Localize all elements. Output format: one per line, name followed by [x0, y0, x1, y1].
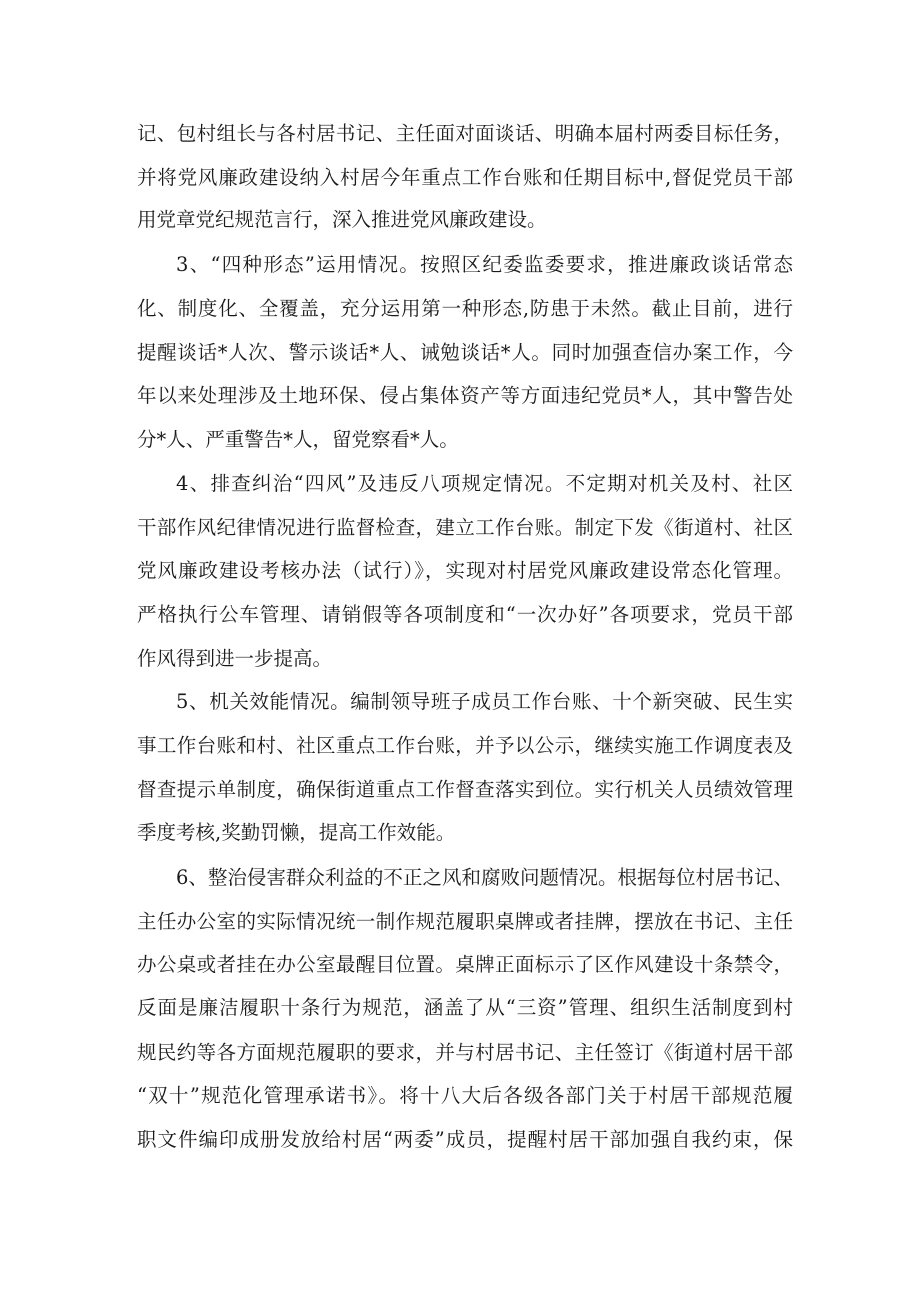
text-line: 化、制度化、全覆盖，充分运用第一种形态,防患于未然。截止目前，进行: [137, 297, 793, 320]
paragraph-heading-line: 6、整治侵害群众利益的不正之风和腐败问题情况。根据每位村居书记、: [176, 866, 793, 889]
text-line: 规民约等各方面规范履职的要求，并与村居书记、主任签订《街道村居干部: [137, 1041, 793, 1064]
text-line: 记、包村组长与各村居书记、主任面对面谈话、明确本届村两委目标任务，: [137, 122, 793, 145]
text-line: 职文件编印成册发放给村居“两委”成员，提醒村居干部加强自我约束，保: [137, 1128, 793, 1151]
text-line: 提醒谈话*人次、警示谈话*人、诫勉谈话*人。同时加强查信办案工作，今: [137, 341, 793, 364]
paragraph-heading-line: 4、排查纠治“四风”及违反八项规定情况。不定期对机关及村、社区: [176, 472, 793, 495]
text-line: 干部作风纪律情况进行监督检查，建立工作台账。制定下发《街道村、社区: [137, 516, 793, 539]
text-line: 办公桌或者挂在办公室最醒目位置。桌牌正面标示了区作风建设十条禁令，: [137, 953, 793, 976]
text-line: 反面是廉洁履职十条行为规范，涵盖了从“三资”管理、组织生活制度到村: [137, 996, 793, 1019]
text-line: 作风得到进一步提高。: [137, 647, 333, 670]
text-line: 用党章党纪规范言行，深入推进党风廉政建设。: [137, 208, 547, 231]
text-line: 严格执行公车管理、请销假等各项制度和“一次办好”各项要求，党员干部: [137, 603, 793, 626]
paragraph-heading-line: 3、“四种形态”运用情况。按照区纪委监委要求，推进廉政谈话常态: [176, 253, 793, 276]
text-line: 主任办公室的实际情况统一制作规范履职桌牌或者挂牌，摆放在书记、主任: [137, 910, 793, 933]
text-line: 年以来处理涉及土地环保、侵占集体资产等方面违纪党员*人，其中警告处: [137, 384, 793, 407]
text-line: 分*人、严重警告*人，留党察看*人。: [137, 428, 459, 451]
text-line: 党风廉政建设考核办法（试行）》，实现对村居党风廉政建设常态化管理。: [137, 559, 793, 582]
text-line: “双十”规范化管理承诺书》。将十八大后各级各部门关于村居干部规范履: [137, 1084, 793, 1107]
text-line: 事工作台账和村、社区重点工作台账，并予以公示，继续实施工作调度表及: [137, 734, 793, 757]
text-line: 季度考核,奖勤罚懒，提高工作效能。: [137, 821, 456, 844]
text-line: 并将党风廉政建设纳入村居今年重点工作台账和任期目标中,督促党员干部: [137, 166, 793, 189]
text-line: 督查提示单制度，确保街道重点工作督查落实到位。实行机关人员绩效管理: [137, 778, 793, 801]
paragraph-heading-line: 5、机关效能情况。编制领导班子成员工作台账、十个新突破、民生实: [176, 690, 793, 713]
